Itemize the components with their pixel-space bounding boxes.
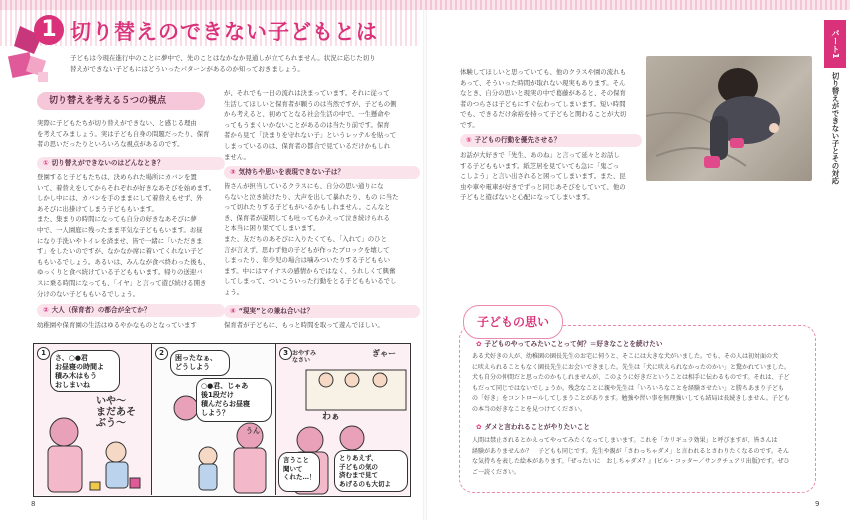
panel-3-speech-bubble: とりあえず、 子どもの気の 済むまで見て あげるのも大切よ <box>334 450 408 492</box>
subheading-4 <box>224 305 420 318</box>
circle-one-icon: ① <box>43 159 49 167</box>
comic-panel-3 <box>276 344 409 495</box>
text-line: ご一読ください。 <box>472 468 521 476</box>
panel-2-reply: うん <box>246 427 260 435</box>
text-line: また、友だちのあそびに入りたくても、「入れて」のひと <box>224 234 387 243</box>
text-line: の本当の好きなことを見つけてください。 <box>472 405 587 413</box>
circle-five-icon: ⑤ <box>466 136 472 144</box>
circle-four-icon: ④ <box>230 307 236 315</box>
page-title: 切り替えのできない子どもとは <box>70 20 378 44</box>
panel-3-shout-2: わぁ <box>322 412 340 422</box>
comic-strip <box>33 343 411 497</box>
text-line: スに乗る時間になっても、「イヤ」と言って遊び続ける開き <box>37 278 207 287</box>
circle-two-icon: ② <box>43 306 49 314</box>
page-number-right: 9 <box>815 500 820 508</box>
text-line: 経験がありませんか？ 子どもも同じです。先生や親が「さわっちゃダメ」と言われるとさわりたくなるのです。そん <box>472 447 789 455</box>
text-line: 中で、一人園庭に残ったまま平気な子どももいます。お昼 <box>37 225 203 234</box>
text-line: いて、着替えをしてからそれぞれが好きなあそびを始めます。 <box>37 183 216 192</box>
col2b-paragraph <box>224 181 414 298</box>
subheading-4-label: “現実”との兼ね合いは？ <box>238 307 314 315</box>
text-line: 人間は禁止されるとかえってやってみたくなってしまいます。これを「カリギュラ効果」と呼びますが、皆さんは <box>472 437 778 444</box>
subheading-2-label: 大人（保育者）の都合が全てか？ <box>51 306 151 314</box>
text-line: ょう。 <box>224 287 244 296</box>
text-line: 言が言えず、思わず他の子どもが作ったブロックを壊して <box>224 245 390 254</box>
column-box-title: 子どもの思い <box>463 305 563 339</box>
text-line: 生活してほしいと保育者が願うのは当然ですが、子どもの側 <box>224 99 397 108</box>
panel-3-goodnight: おやすみ なさい <box>292 350 317 364</box>
text-line: 体験してほしいと思っていても、他のクラスや園の流れも <box>460 68 626 76</box>
text-line: しまっているのは、保育者の都合で見ているだけかもしれ <box>224 141 391 150</box>
intro-line-1: 子どもは今現在進行中のことに夢中で、先のことはなかなか見通しが立てられません。状況に応じた切り <box>70 54 376 62</box>
text-line: ってもうまくいかないことがあるのは当たり前です。保育 <box>224 120 390 129</box>
text-line: あって、そういった時間が取れない現実もあります。そん <box>460 78 626 87</box>
subheading-5-label: 子どもの行動を優先させる？ <box>474 136 561 144</box>
subheading-3 <box>224 166 420 179</box>
text-line: 分けのない子どももいるでしょう。 <box>37 289 140 298</box>
text-line: もだって同じではないでしょうか。残念なことに親や先生は「いろいろなことを経験させたい」と勝ちあまり子ども <box>472 384 785 392</box>
text-line: になり手洗いやトイレを済ませ、皆で一緒に「いただきま <box>37 236 203 245</box>
text-line: しまったり、年少児の場合は噛みついたりする子どももい <box>224 256 391 265</box>
col1c-text: 幼稚園や保育園の生活はゆるやかなものとなっています <box>37 321 197 329</box>
flower-bullet-icon: ✿ <box>476 423 482 431</box>
panel-3-shout-1: ぎゃー <box>372 349 396 358</box>
flower-bullet-icon: ✿ <box>476 340 482 348</box>
text-line: 皆さんが担当しているクラスにも、自分の思い通りにな <box>224 182 384 190</box>
text-line: って切れたりする子どもがいるかもしれません。こんなと <box>224 203 391 212</box>
text-line: き、保育者が説明しても吐ってもかえって泣き続けられる <box>224 213 390 222</box>
subheading-5 <box>460 134 642 147</box>
column-question-2-label: ダメと言われることがやりたいこと <box>484 423 591 431</box>
text-line: な気持ちを表した絵本があります。『ぜったいに おしちゃダメ？』(ビル・コッター／サンクチュアリ出版)です。ぜひ <box>472 458 790 466</box>
text-line: 登園すると子どもたちは、決められた場所にカバンを置 <box>37 173 197 181</box>
panel-2-speech-bubble: ○●君、じゃあ 後1段だけ 積んだらお昼寝 しよう？ <box>196 378 272 422</box>
text-line: ゆっくりと食べ続けている子どももいます。帰りの送迎バ <box>37 268 203 277</box>
text-line: に吠えられることもなく園長先生にお会いできました。先生は「犬に吠えられなかったのかい」と驚かれていました。 <box>472 363 791 371</box>
subheading-1 <box>37 157 225 170</box>
book-spine <box>423 0 427 520</box>
part-tab: パート1 <box>824 20 846 68</box>
text-line: 犬も自分の仲間だと思ったのかもしれませんが、このように好きだということは相手に伝わるものです。それは、子ど <box>472 374 790 382</box>
circle-three-icon: ③ <box>230 168 236 176</box>
child-figure-drawing <box>646 56 812 181</box>
panel-1-shout: いや～ まだあそ ぶう～ <box>96 396 136 429</box>
column-question-1 <box>470 338 818 351</box>
text-line: してしまって、ついこういった行動をとる子どももいるでし <box>224 277 397 286</box>
child-playing-in-sand-photo <box>646 56 812 181</box>
text-line: する子どももいます。紙芝居を見ていても急に「鬼ごっ <box>460 161 620 170</box>
text-line: お話が大好きで「先生、あのね」と言って延々とお話し <box>460 151 620 159</box>
text-line: です。 <box>460 120 479 129</box>
text-line: あそびに出掛けてしまう子どももいます。 <box>37 204 158 213</box>
text-line: なとき、自分の思いと現実の中で葛藤があると、その保育 <box>460 89 626 98</box>
panel-3-thought-bubble: 言うこと 聞いて くれた…！ <box>278 452 320 492</box>
col1-paragraph <box>37 118 213 150</box>
text-line: ません。 <box>224 152 250 161</box>
text-line: 実際に子どもたちが切り替えができない、と感じる理由 <box>37 119 197 127</box>
text-line: しかし中には、カバンを手のままにして着替えもせず、外 <box>37 194 203 203</box>
text-line: でも、できるだけ余裕を持って子どもと関わることが大切 <box>460 110 627 119</box>
panel-1-number: 1 <box>37 347 50 360</box>
column-answer-2 <box>472 436 810 478</box>
text-line: ある犬好きの人が、幼稚園の園長先生のお宅に伺うと、そこには大きな犬がいました。でも、その人は初対面の犬 <box>472 353 779 360</box>
intro-line-2: 替えができない子どもにはどういったパターンがあるのか知っておきましょう。 <box>70 65 304 73</box>
col1b-paragraph <box>37 172 217 299</box>
text-line: ます。中にはマイナスの感情からではなく、うれしくて興奮 <box>224 266 396 275</box>
column-question-1-label: 子どものやってみたいことって何？＝好きなことを続けたい <box>484 340 663 348</box>
text-line: 者の思いだったりといろいろな視点があるのです。 <box>37 140 184 149</box>
text-line: こしよう」と言い出されると困ってしまいます。また、昆 <box>460 172 626 181</box>
subheading-2 <box>37 304 225 317</box>
text-line: ももいるでしょう。あるいは、みんなが食べ終わった後も、 <box>37 257 210 266</box>
text-line: 者から見て「決まりを守れない子」というレッテルを貼って <box>224 131 397 140</box>
right-col1b-paragraph <box>460 150 636 203</box>
panel-2-number: 2 <box>155 347 168 360</box>
text-line: す」をしたいのですが、なかなか席に着いてくれない子ど <box>37 247 204 256</box>
chapter-number-badge: 1 <box>34 15 64 45</box>
section-heading: 切り替えを考える５つの視点 <box>37 92 205 110</box>
text-line: を考えてみましょう。実は子ども自身の問題だったり、保育 <box>37 129 210 138</box>
text-line: また、集まりの時間になっても自分の好きなあそびに夢 <box>37 215 197 224</box>
text-line: 虫や車や電車が好きでずっと同じあそびをしていて、他の <box>460 182 626 191</box>
text-line: と本当に困り果ててしまいます。 <box>224 224 320 233</box>
col2c-text: 保育者が子どもに、もっと時間を取って遊んでほしい。 <box>224 321 384 329</box>
text-line: 者のつらさは子どもにすぐ伝わってしまいます。短い時間 <box>460 99 626 108</box>
text-line: らないと泣き続けたり、大声を出して暴れたり、もの に当た <box>224 192 399 201</box>
column-question-2 <box>470 421 818 434</box>
text-line: の「好き」をコントロールしてしまうことがあります。勉強や習い事を無理強いしても結局は長続きしません。子ども <box>472 395 790 403</box>
subheading-3-label: 気持ちや思いを表現できない子は？ <box>238 168 345 176</box>
text-line: 子どもと遊ばないと心配になってしまいます。 <box>460 193 594 202</box>
comic-panel-2 <box>152 344 276 495</box>
right-col1-paragraph <box>460 67 636 131</box>
header-stripe <box>0 0 850 10</box>
col2-paragraph <box>224 88 412 162</box>
page-number-left: 8 <box>31 500 36 508</box>
subheading-1-label: 切り替えができないのはどんなとき？ <box>51 159 164 167</box>
text-line: から考えると、初めてとなる社会生活の中で、一生懸命や <box>224 110 391 119</box>
panel-2-thought-bubble: 困ったなぁ、 どうしよう <box>170 350 230 376</box>
chapter-side-title: 切り替えができない子とその対応 <box>831 72 840 185</box>
text-line: が、それでも一日の流れは決まっています。それに従って <box>224 89 390 97</box>
panel-3-number: 3 <box>279 347 292 360</box>
column-answer-1 <box>472 352 810 416</box>
comic-panel-1 <box>34 344 152 495</box>
panel-1-speech-bubble: さ、○●君 お昼寝の時間よ 積み木はもう おしまいね <box>50 350 120 392</box>
